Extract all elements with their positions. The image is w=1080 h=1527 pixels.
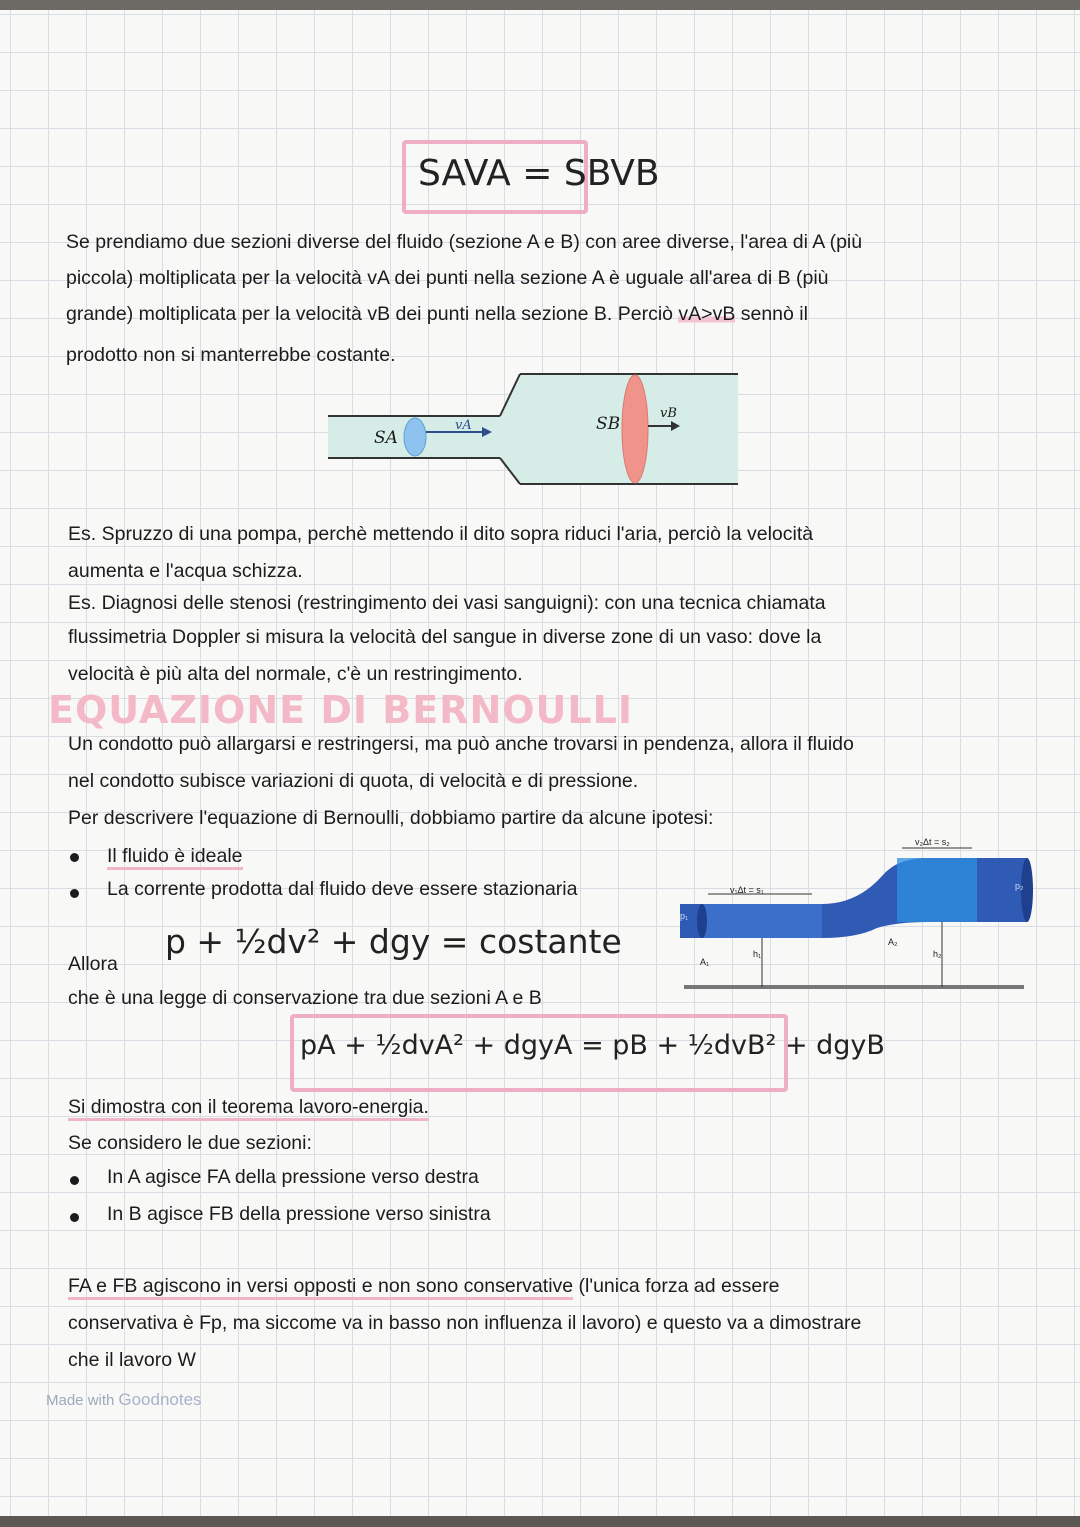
proof-line1 [68, 1095, 429, 1119]
goodnotes-watermark [46, 1390, 202, 1410]
formula-ab: pA + ½dvA² + dgyA = pB + ½dvB² + dgyB [300, 1030, 885, 1061]
example2-line3: velocità è più alta del normale, c'è un restringimento. [68, 663, 523, 685]
page-bottom-edge [0, 1516, 1080, 1527]
hypothesis-1 [107, 844, 243, 868]
para1-line1: Se prendiamo due sezioni diverse del fluido (sezione A e B) con aree diverse, l'area di A (più [66, 231, 863, 253]
made-with-text: Made with [46, 1392, 115, 1409]
para1-line3 [66, 302, 808, 326]
para1-highlight: vA>vB [678, 303, 736, 325]
para1-line4: prodotto non si manterrebbe costante. [66, 344, 396, 366]
fig2-p1: p₁ [680, 911, 689, 921]
fig2-top-label: v₂Δt = s₂ [915, 837, 950, 847]
force-a: In A agisce FA della pressione verso destra [107, 1166, 479, 1188]
force-b: In B agisce FB della pressione verso sinistra [107, 1203, 491, 1225]
example2-line2: flussimetria Doppler si misura la velocità del sangue in diverse zone di un vaso: dove la [68, 626, 822, 648]
bernoulli-section-1 [702, 904, 822, 938]
para1-line3-after: sennò il [735, 303, 808, 325]
page-top-edge [0, 0, 1080, 10]
allora-label: Allora [68, 953, 118, 975]
conclusion-underlined: FA e FB agiscono in versi opposti e non sono conservative [68, 1275, 573, 1300]
hypothesis-2-text: La corrente prodotta dal fluido deve essere stazionaria [107, 878, 578, 900]
label-sa: SA [374, 428, 398, 448]
proof-line2: Se considero le due sezioni: [68, 1132, 312, 1154]
fig2-a1: A₁ [700, 957, 710, 967]
bernoulli-section-2 [897, 858, 977, 922]
bern-intro-line1: Un condotto può allargarsi e restringersi, ma può anche trovarsi in pendenza, allora il fluido [68, 733, 854, 755]
conclusion-line3: che il lavoro W [68, 1349, 196, 1371]
hypothesis-2 [107, 877, 577, 901]
section-a-disc [404, 418, 426, 456]
bullet-4 [70, 1213, 79, 1222]
bernoulli-figure [672, 836, 1038, 1000]
bern-intro-line2: nel condotto subisce variazioni di quota, di velocità e di pressione. [68, 770, 639, 792]
para1-line2: piccola) moltiplicata per la velocità vA dei punti nella sezione A è uguale all'area di B (più [66, 267, 829, 289]
label-va: vA [455, 418, 472, 433]
section-b-disc [622, 375, 648, 483]
formula-constant: p + ½dv² + dgy = costante [165, 922, 622, 961]
conclusion-line2: conservativa è Fp, ma siccome va in basso non influenza il lavoro) e questo va a dimostrare [68, 1312, 862, 1334]
example1-line2: aumenta e l'acqua schizza. [68, 560, 303, 582]
section-title: EQUAZIONE DI BERNOULLI [48, 688, 633, 732]
conclusion-line1-rest: (l'unica forza ad essere [573, 1275, 780, 1297]
example1-line1: Es. Spruzzo di una pompa, perchè mettendo il dito sopra riduci l'aria, perciò la velocità [68, 523, 814, 545]
formula-top: SAVA = SBVB [418, 153, 660, 194]
bullet-3 [70, 1176, 79, 1185]
para1-line3-text: grande) moltiplicata per la velocità vB dei punti nella sezione B. Perciò [66, 303, 673, 325]
fig2-a2: A₂ [888, 937, 898, 947]
fig2-h2: h₂ [933, 949, 942, 959]
fig2-mid-label: v₁Δt = s₁ [730, 885, 764, 895]
fig2-p2: p₂ [1015, 881, 1024, 891]
fig2-h1: h₁ [753, 949, 762, 959]
conclusion-line1 [68, 1274, 780, 1298]
example2-line1: Es. Diagnosi delle stenosi (restringimento dei vasi sanguigni): con una tecnica chiamata [68, 592, 826, 614]
proof-line1-text: Si dimostra con il teorema lavoro-energia. [68, 1096, 429, 1121]
bullet-2 [70, 889, 79, 898]
label-vb: vB [660, 406, 677, 421]
goodnotes-brand: Goodnotes [118, 1390, 202, 1409]
bullet-1 [70, 853, 79, 862]
bern-intro-line3: Per descrivere l'equazione di Bernoulli, dobbiamo partire da alcune ipotesi: [68, 807, 714, 829]
hypothesis-1-text: Il fluido è ideale [107, 845, 243, 870]
conservation-line: che è una legge di conservazione tra due sezioni A e B [68, 987, 542, 1009]
label-sb: SB [596, 414, 621, 434]
